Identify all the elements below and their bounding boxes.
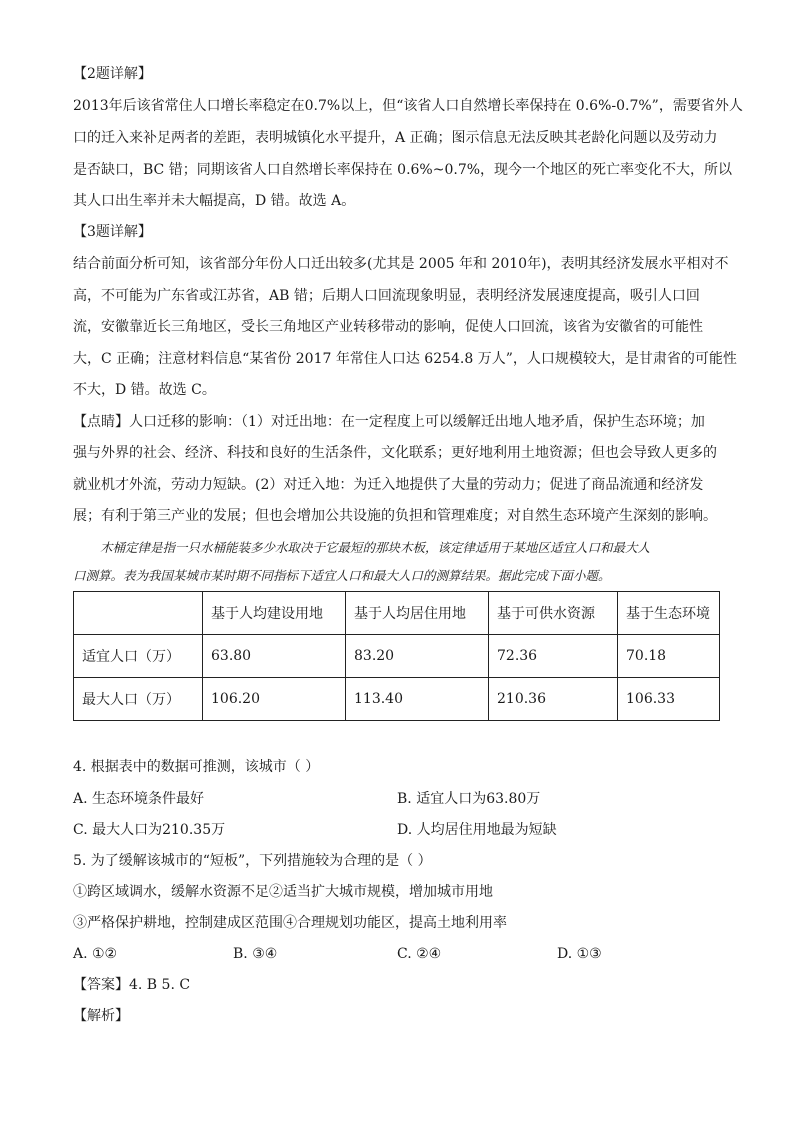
intro-line-2: 口测算。表为我国某城市某时期不同指标下适宜人口和最大人口的测算结果。据此完成下面小题。 (73, 568, 611, 583)
q4-stem: 4. 根据表中的数据可推测，该城市（ ） (73, 759, 320, 775)
q5-option-c[interactable]: C. ②④ (397, 946, 442, 962)
table-header-cell (74, 592, 203, 635)
dianjing-line-1: 【点睛】人口迁移的影响：（1）对迁出地：在一定程度上可以缓解迁出地人地矛盾，保护生态环境；加 (73, 414, 705, 430)
q4-option-c[interactable]: C. 最大人口为210.35万 (73, 822, 226, 838)
q3-heading: 【3题详解】 (73, 224, 152, 240)
q2-line-4: 其人口出生率并未大幅提高，D 错。故选 A。 (73, 193, 356, 209)
q2-line-3: 是否缺口，BC 错；同期该省人口自然增长率保持在 0.6%~0.7%，现今一个地区的死亡率变化不大，所以 (73, 162, 733, 178)
q5-stem: 5. 为了缓解该城市的“短板”，下列措施较为合理的是（ ） (73, 853, 432, 869)
q4-option-b[interactable]: B. 适宜人口为63.80万 (397, 791, 541, 807)
table-cell: 83.20 (346, 635, 489, 678)
q3-line-3: 流，安徽靠近长三角地区，受长三角地区产业转移带动的影响，促使人口回流，该省为安徽省的可能性 (73, 319, 703, 335)
table-cell: 210.36 (489, 678, 618, 721)
table-cell: 72.36 (489, 635, 618, 678)
dianjing-line-3: 就业机才外流，劳动力短缺。(2）对迁入地：为迁入地提供了大量的劳动力；促进了商品流通和经济发 (73, 477, 704, 493)
q4-option-a[interactable]: A. 生态环境条件最好 (73, 791, 205, 807)
dianjing-line-2: 强与外界的社会、经济、科技和良好的生活条件，文化联系；更好地利用土地资源；但也会导致人更多的 (73, 445, 717, 461)
q2-line-1: 2013年后该省常住人口增长率稳定在0.7%以上，但“该省人口自然增长率保持在 0.6%-0.7%”，需要省外人 (73, 98, 743, 114)
q4-option-d[interactable]: D. 人均居住用地最为短缺 (397, 822, 557, 838)
intro-line-1: 木桶定律是指一只水桶能装多少水取决于它最短的那块木板，该定律适用于某地区适宜人口和最大人 (100, 540, 651, 555)
table-row (74, 635, 720, 678)
table-cell: 106.33 (618, 678, 720, 721)
q2-line-2: 口的迁入来补足两者的差距，表明城镇化水平提升，A 正确；图示信息无法反映其老龄化问题以及劳动力 (73, 130, 718, 146)
q3-line-4: 大，C 正确；注意材料信息“某省份 2017 年常住人口达 6254.8 万人”，人口规模较大，是甘肃省的可能性 (73, 351, 737, 367)
table-row (74, 678, 720, 721)
q5-option-a[interactable]: A. ①② (73, 946, 118, 962)
table-cell: 70.18 (618, 635, 720, 678)
q3-line-5: 不大，D 错。故选 C。 (73, 382, 216, 398)
table-cell: 适宜人口（万） (74, 635, 203, 678)
q5-statements-1: ①跨区域调水，缓解水资源不足②适当扩大城市规模，增加城市用地 (73, 884, 493, 900)
analysis-heading: 【解析】 (73, 1008, 129, 1024)
answer-line: 【答案】4. B 5. C (73, 977, 191, 993)
q5-statements-2: ③严格保护耕地，控制建成区范围④合理规划功能区，提高土地利用率 (73, 915, 507, 931)
table-header-cell: 基于人均建设用地 (203, 592, 346, 635)
table-header-cell: 基于可供水资源 (489, 592, 618, 635)
table-header-cell: 基于生态环境 (618, 592, 720, 635)
q2-heading: 【2题详解】 (73, 66, 152, 82)
population-table (73, 591, 720, 721)
table-cell: 最大人口（万） (74, 678, 203, 721)
table-cell: 63.80 (203, 635, 346, 678)
q3-line-1: 结合前面分析可知，该省部分年份人口迁出较多(尤其是 2005 年和 2010年)，表明其经济发展水平相对不 (73, 256, 729, 272)
dianjing-line-4: 展；有利于第三产业的发展；但也会增加公共设施的负担和管理难度；对自然生态环境产生深刻的影响。 (73, 508, 717, 524)
table-cell: 106.20 (203, 678, 346, 721)
table-cell: 113.40 (346, 678, 489, 721)
q5-option-b[interactable]: B. ③④ (233, 946, 278, 962)
table-header-row (74, 592, 720, 635)
q5-option-d[interactable]: D. ①③ (557, 946, 602, 962)
table-header-cell: 基于人均居住用地 (346, 592, 489, 635)
q3-line-2: 高，不可能为广东省或江苏省，AB 错；后期人口回流现象明显，表明经济发展速度提高，吸引人口回 (73, 288, 700, 304)
